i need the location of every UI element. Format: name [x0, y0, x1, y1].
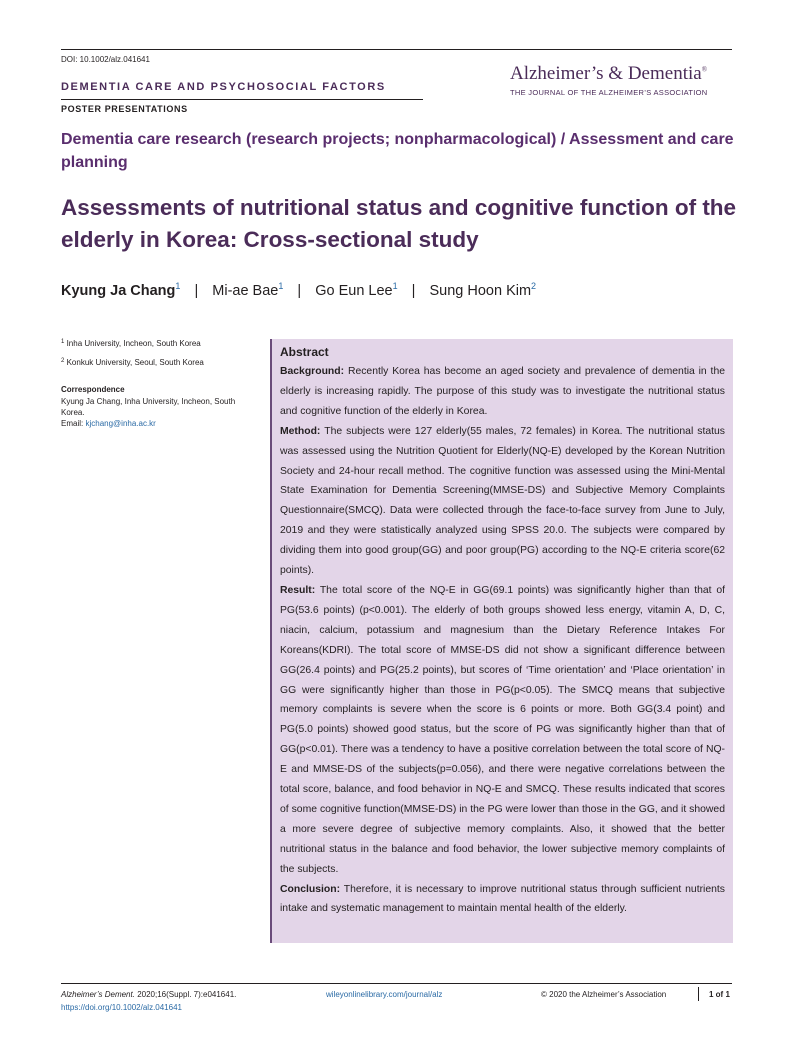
author-name: Sung Hoon Kim	[429, 283, 532, 299]
footer-doi-link[interactable]: https://doi.org/10.1002/alz.041641	[61, 1003, 182, 1012]
journal-subtitle: THE JOURNAL OF THE ALZHEIMER’S ASSOCIATION	[510, 88, 708, 97]
citation-journal: Alzheimer’s Dement.	[61, 990, 135, 999]
abstract-text: Therefore, it is necessary to improve nutritional status through sufficient nutrients intake and systematic management to maintain mental health of the elderly.	[280, 883, 726, 915]
correspondence-label: Correspondence	[61, 385, 125, 394]
author-affiliation-ref: 2	[531, 281, 537, 291]
author-affiliation-ref: 1	[175, 281, 181, 291]
footer-journal-link[interactable]: wileyonlinelibrary.com/journal/alz	[326, 990, 443, 999]
footer-rule	[61, 983, 732, 984]
author-name: Kyung Ja Chang	[61, 283, 176, 299]
doi-label: DOI: 10.1002/alz.041641	[61, 55, 150, 64]
email-label: Email:	[61, 419, 84, 428]
category-heading: Dementia care research (research projects; nonpharmacological) / Assessment and care planning	[61, 131, 734, 171]
article-title: Assessments of nutritional status and cognitive function of the elderly in Korea: Cross-sectional study	[61, 195, 737, 252]
author-affiliation-ref: 1	[392, 281, 398, 291]
journal-logo	[510, 63, 707, 85]
abstract-label: Conclusion:	[280, 883, 341, 895]
abstract-text: The total score of the NQ-E in GG(69.1 points) was significantly higher than that of PG(53.6 points) (p<0.001). The elderly of both groups showed less energy, vitamin A, D, C, niacin, calcium, potassium and magnesium than the Dietary Reference Intakes For Koreans(KDRI). The total score of MMSE-DS did not show a significant difference between GG(26.4 points) and PG(25.2 points), but scores of ‘Time orientation’ and ‘Place orientation’ in GG were significantly higher than those in PG(p<0.05). The SMCQ means that subjective memory complaints is severe when the score is 6 points or more. Both GG(3.4 point) and PG(5.0 points) showed good status, but the score of PG was significantly higher than that of GG(p<0.01). There was a tendency to have a positive correlation between the total score of NQ-E and MMSE-DS of the subjects(p=0.056), and there were negative correlations between the total score, balance, and food behavior in NQ-E and SMCQ. These results indicated that scores of some cognitive function(MMSE-DS) in the PG were lower than those in the GG, and it showed a more severe degree of subjective memory complaints. Also, it showed that the better nutritional status in the balance and food behavior, the lower subjective memory complaints of the subjects.	[280, 584, 726, 875]
abstract-label: Method:	[280, 425, 321, 437]
email-link[interactable]: kjchang@inha.ac.kr	[85, 419, 156, 428]
affiliation-number: 1	[61, 339, 65, 345]
abstract-background	[280, 362, 725, 422]
author-affiliation-ref: 1	[278, 281, 284, 291]
author-separator: |	[411, 283, 416, 299]
author-separator: |	[297, 283, 302, 299]
section-heading: DEMENTIA CARE AND PSYCHOSOCIAL FACTORS	[61, 81, 386, 93]
author-separator: |	[194, 283, 199, 299]
affiliation-number: 2	[61, 358, 65, 364]
abstract-text: Recently Korea has become an aged society and prevalence of dementia in the elderly is increasing rapidly. The purpose of this study was to investigate the nutritional status and cognitive function of the elderly in Korea.	[280, 366, 725, 417]
citation-details: 2020;16(Suppl. 7):e041641.	[137, 990, 237, 999]
journal-name: Alzheimer’s & Dementia	[510, 63, 702, 84]
abstract-conclusion	[280, 880, 725, 920]
affiliation-text: Konkuk University, Seoul, South Korea	[66, 358, 204, 367]
trademark: ®	[701, 65, 708, 74]
top-rule	[61, 49, 732, 50]
affiliation-1	[61, 337, 251, 349]
section-rule	[61, 99, 423, 100]
abstract-box	[270, 339, 733, 943]
author-list	[61, 281, 536, 299]
affiliation-2	[61, 356, 251, 368]
correspondence-block	[61, 396, 241, 429]
abstract-label: Result:	[280, 584, 316, 596]
abstract-result	[280, 581, 725, 880]
footer-copyright: © 2020 the Alzheimer’s Association	[541, 990, 667, 999]
footer-divider	[698, 987, 699, 1001]
abstract-text: The subjects were 127 elderly(55 males, 72 females) in Korea. The nutritional status was assessed using the Nutrition Quotient for Elderly(NQ-E) developed by the Korean Nutrition Society and 24-hour recall method. The cognitive function was assessed using the Mini-Mental State Examination for Dementia Screening(MMSE-DS) and Subjective Memory Complaints Questionnaire(SMCQ). Data were collected through the face-to-face survey from June to July, 2019 and they were statistically analyzed using SPSS 20.0. The subjects were compared by dividing them into good group(GG) and poor group(PG) according to the NQ-E criteria score(62 points).	[280, 425, 725, 577]
footer-citation	[61, 990, 236, 999]
page-number: 1 of 1	[709, 990, 730, 999]
affiliation-text: Inha University, Incheon, South Korea	[66, 339, 201, 348]
abstract-method	[280, 422, 725, 581]
author-name: Go Eun Lee	[315, 283, 393, 299]
abstract-label: Background:	[280, 366, 345, 377]
correspondence-text: Kyung Ja Chang, Inha University, Incheon, South Korea.	[61, 397, 236, 417]
abstract-heading: Abstract	[280, 345, 329, 359]
subsection-heading: POSTER PRESENTATIONS	[61, 104, 188, 114]
author-name: Mi-ae Bae	[212, 283, 279, 299]
